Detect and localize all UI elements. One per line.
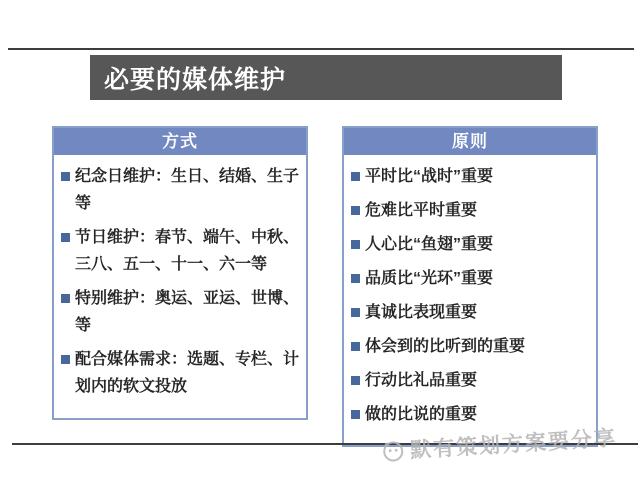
list-item-text: 行动比礼品重要 — [365, 372, 478, 389]
list-item — [349, 265, 590, 292]
list-item — [349, 333, 590, 360]
principles-panel — [342, 126, 598, 447]
principles-list — [344, 155, 596, 428]
list-item-text: 体会到的比听到的重要 — [365, 338, 526, 355]
list-item — [59, 224, 300, 278]
title-bar — [90, 55, 562, 100]
bullet-square-icon — [61, 355, 70, 364]
bullet-square-icon — [351, 376, 360, 385]
methods-panel — [52, 126, 308, 420]
methods-panel-header: 方式 — [54, 128, 306, 155]
list-item-text: 节日维护：春节、端午、中秋、三八、五一、十一、六一等 — [75, 229, 300, 273]
list-item — [59, 163, 300, 217]
list-item-text: 危难比平时重要 — [365, 202, 478, 219]
bullet-square-icon — [61, 233, 70, 242]
list-item — [349, 231, 590, 258]
list-item-text: 做的比说的重要 — [365, 406, 478, 423]
list-item-text: 配合媒体需求：选题、专栏、计划内的软文投放 — [75, 351, 300, 395]
methods-list — [54, 155, 306, 400]
bullet-square-icon — [61, 294, 70, 303]
list-item — [349, 401, 590, 428]
principles-panel-header: 原则 — [344, 128, 596, 155]
top-divider — [8, 48, 634, 50]
bullet-square-icon — [61, 172, 70, 181]
list-item — [59, 285, 300, 339]
bullet-square-icon — [351, 206, 360, 215]
list-item-text: 平时比“战时”重要 — [365, 168, 494, 185]
list-item-text: 人心比“鱼翅”重要 — [365, 236, 494, 253]
list-item — [349, 163, 590, 190]
list-item-text: 品质比“光环”重要 — [365, 270, 494, 287]
bullet-square-icon — [351, 410, 360, 419]
bullet-square-icon — [351, 342, 360, 351]
bullet-square-icon — [351, 308, 360, 317]
list-item-text: 特别维护：奥运、亚运、世博、等 — [75, 290, 300, 334]
list-item — [349, 367, 590, 394]
bullet-square-icon — [351, 172, 360, 181]
list-item — [349, 299, 590, 326]
list-item-text: 真诚比表现重要 — [365, 304, 478, 321]
list-item — [349, 197, 590, 224]
list-item-text: 纪念日维护：生日、结婚、生子等 — [75, 168, 300, 212]
face-logo-icon — [380, 438, 405, 463]
watermark-text: 默有策划方案要分享 — [409, 426, 618, 463]
page-title: 必要的媒体维护 — [104, 65, 287, 94]
bullet-square-icon — [351, 274, 360, 283]
bullet-square-icon — [351, 240, 360, 249]
list-item — [59, 346, 300, 400]
